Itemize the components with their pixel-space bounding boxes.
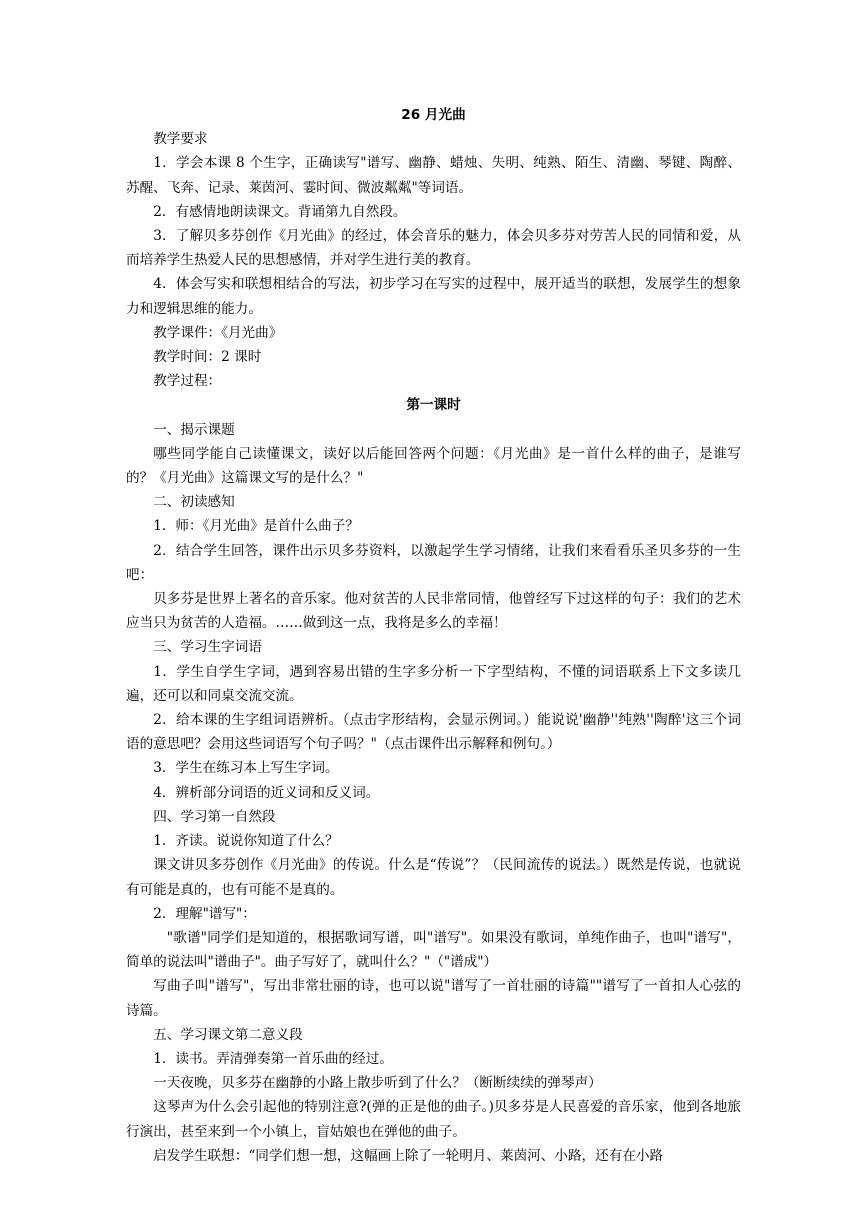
paragraph: 2．理解"谱写"： (153, 905, 256, 922)
paragraph: 教学过程： (153, 373, 222, 390)
paragraph: 2．结合学生回答，课件出示贝多芬资料，以激起学生学习情绪，让我们来看看乐圣贝多芬的一生吧： (126, 542, 741, 583)
paragraph: 1．师：《月光曲》是首什么曲子？ (153, 518, 359, 535)
paragraph: 1．学会本课 8 个生字，正确读写"谱写、幽静、蜡烛、失明、纯熟、陌生、清幽、琴键、陶醉、苏醒、飞奔、记录、莱茵河、霎时间、微波粼粼"等词语。 (126, 155, 741, 196)
paragraph: 1．学生自学生字词，遇到容易出错的生字多分析一下字型结构，不懂的词语联系上下文多读几遍，还可以和同桌交流交流。 (126, 663, 741, 704)
paragraph: 3．了解贝多芬创作《月光曲》的经过，体会音乐的魅力，体会贝多芬对劳苦人民的同情和爱，从而培养学生热爱人民的思想感情，并对学生进行美的教育。 (126, 228, 741, 269)
section-heading: 五、学习课文第二意义段 (153, 1026, 303, 1043)
paragraph: 4．辨析部分词语的近义词和反义词。 (153, 784, 380, 801)
section-heading: 二、初读感知 (153, 494, 235, 511)
paragraph: 4．体会写实和联想相结合的写法，初步学习在写实的过程中，展开适当的联想，发展学生的想象力和逻辑思维的能力。 (126, 276, 741, 317)
paragraph: "歌谱"同学们是知道的，根据歌词写谱，叫"谱写"。如果没有歌词，单纯作曲子，也叫"谱写"，简单的说法叫"谱曲子"。曲子写好了，就叫什么？"（"谱成"） (126, 929, 741, 971)
paragraph: 2．给本课的生字组词语辨析。（点击字形结构，会显示例词。）能说说'幽静''纯熟''陶醉'这三个词语的意思吧？会用这些词语写个句子吗？"（点击课件出示解释和例句。） (126, 712, 741, 753)
paragraph: 课文讲贝多芬创作《月光曲》的传说。什么是“传说”？（民间流传的说法。）既然是传说，也就说有可能是真的，也有可能不是真的。 (126, 857, 741, 898)
section-heading: 四、学习第一自然段 (153, 808, 276, 825)
paragraph: 3．学生在练习本上写生字词。 (153, 760, 339, 777)
paragraph: 1．齐读。说说你知道了什么？ (153, 833, 339, 850)
section-title: 第一课时 (406, 397, 461, 414)
paragraph: 1．读书。弄清弹奏第一首乐曲的经过。 (153, 1050, 393, 1067)
section-heading: 三、学习生字词语 (153, 639, 262, 656)
document-title: 26 月光曲 (401, 107, 466, 123)
section-heading: 一、揭示课题 (153, 421, 235, 438)
paragraph: 教学要求 (153, 131, 208, 148)
paragraph: 写曲子叫"谱写"，写出非常壮丽的诗，也可以说"谱写了一首壮丽的诗篇""谱写了一首扣人心弦的诗篇。 (126, 978, 741, 1019)
paragraph: 这琴声为什么会引起他的特别注意?(弹的正是他的曲子。)贝多芬是人民喜爱的音乐家，他到各地旅行演出，甚至来到一个小镇上，盲姑娘也在弹他的曲子。 (126, 1099, 741, 1140)
paragraph: 哪些同学能自己读懂课文，读好以后能回答两个问题：《月光曲》是一首什么样的曲子，是谁写的？《月光曲》这篇课文写的是什么？" (126, 445, 741, 487)
paragraph: 2．有感情地朗读课文。背诵第九自然段。 (153, 203, 407, 220)
paragraph: 教学课件：《月光曲》 (153, 324, 283, 341)
paragraph: 教学时间：2 课时 (153, 349, 262, 366)
document-content (126, 103, 741, 1168)
paragraph: 贝多芬是世界上著名的音乐家。他对贫苦的人民非常同情，他曾经写下过这样的句子：我们的艺术应当只为贫苦的人造福。……做到这一点，我将是多么的幸福！ (126, 591, 741, 632)
paragraph: 启发学生联想：“同学们想一想，这幅画上除了一轮明月、莱茵河、小路，还有在小路 (153, 1147, 664, 1164)
paragraph: 一天夜晚，贝多芬在幽静的小路上散步听到了什么？（断断续续的弹琴声） (153, 1075, 602, 1092)
